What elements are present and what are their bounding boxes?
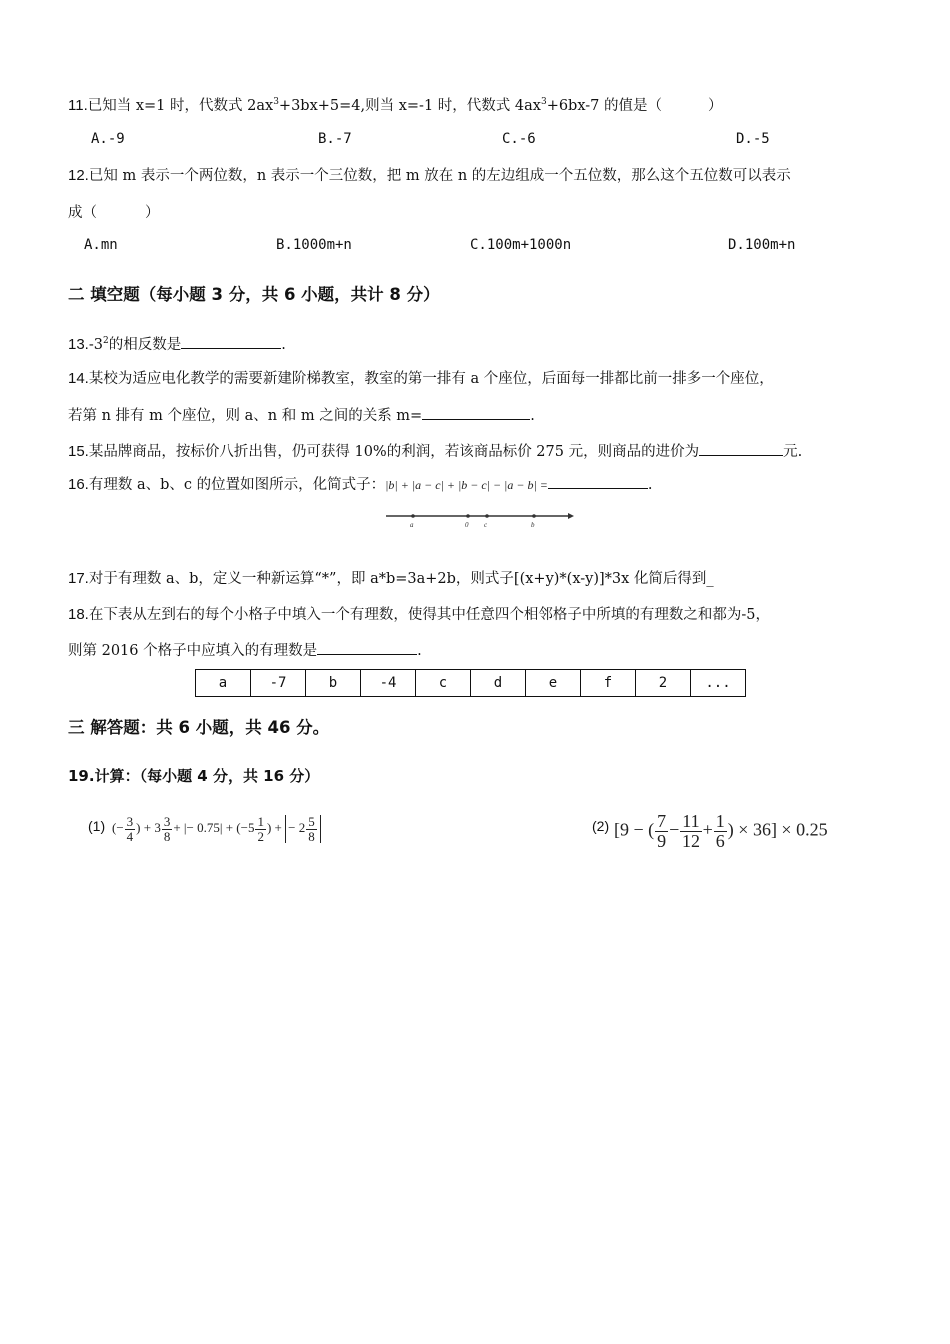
- sequence-table: [195, 669, 746, 697]
- question-14: [68, 367, 774, 388]
- question-text: +6bx-7 的值是（: [546, 98, 663, 114]
- question-number: 12.: [68, 167, 89, 184]
- numerator: 11: [682, 811, 700, 831]
- question-text: 某校为适应电化教学的需要新建阶梯教室，教室的第一排有 a 个座位，后面每一排都比前一排多一个座位，: [88, 371, 774, 387]
- table-cell: d: [471, 670, 526, 697]
- fraction: [162, 815, 173, 843]
- question-16: [68, 473, 652, 494]
- point-0: [466, 514, 470, 518]
- exponent: 3: [273, 97, 279, 107]
- exponent: 2: [102, 336, 109, 346]
- table-cell: e: [526, 670, 581, 697]
- answer-blank[interactable]: [422, 405, 530, 420]
- question-number: 14.: [68, 370, 89, 387]
- question-number: 15.: [68, 443, 89, 460]
- question-15: [68, 440, 802, 461]
- answer-blank[interactable]: [181, 334, 281, 349]
- question-19-title: 19.计算：（每小题 4 分，共 16 分）: [68, 767, 320, 785]
- question-14-line2: [68, 404, 535, 425]
- table-cell: b: [306, 670, 361, 697]
- fraction: [306, 815, 317, 843]
- table-cell: c: [416, 670, 471, 697]
- question-12: [68, 164, 791, 185]
- question-number: 11.: [68, 97, 88, 114]
- table-cell: a: [196, 670, 251, 697]
- fraction: [255, 815, 266, 843]
- point-c: [485, 514, 489, 518]
- question-text: 有理数 a、b、c 的位置如图所示，化简式子：: [88, 477, 386, 493]
- answer-blank[interactable]: [317, 640, 417, 655]
- option-c: C.100m+1000n: [470, 237, 572, 253]
- denominator: 4: [126, 828, 134, 844]
- question-text: 若第 n 排有 m 个座位，则 a、n 和 m 之间的关系 m=: [68, 408, 423, 424]
- question-11: [68, 94, 723, 115]
- math-text: ) +: [266, 820, 286, 836]
- numerator: 3: [163, 814, 171, 829]
- question-18-line2: [68, 639, 422, 660]
- denominator: 12: [681, 830, 700, 851]
- math-text: +: [702, 819, 713, 840]
- question-text: +3bx+5=4,则当 x=-1 时，代数式 4ax: [278, 98, 541, 114]
- denominator: 9: [657, 830, 667, 851]
- question-number: 17.: [68, 570, 89, 587]
- expression-part-1: [112, 815, 321, 843]
- table-cell: -7: [251, 670, 306, 697]
- numerator: 1: [715, 811, 725, 831]
- numerator: 3: [126, 814, 134, 829]
- fraction: [714, 812, 727, 851]
- question-text: 成（: [68, 205, 97, 221]
- option-b: B.-7: [318, 131, 352, 147]
- section-heading: 三 解答题：共 6 小题，共 46 分。: [68, 718, 330, 737]
- absolute-value: [285, 815, 321, 843]
- table-cell: -4: [361, 670, 416, 697]
- fraction: [655, 812, 668, 851]
- point-a: [411, 514, 415, 518]
- denominator: 8: [308, 828, 315, 844]
- answer-blank[interactable]: [699, 441, 783, 456]
- part-2-label: (2): [592, 818, 610, 834]
- part-1-label: (1): [88, 818, 106, 834]
- punctuation: .: [530, 408, 535, 424]
- numerator: 5: [308, 814, 315, 829]
- table-cell: ...: [691, 670, 746, 697]
- label-c: c: [484, 521, 488, 529]
- numerator: 1: [257, 814, 264, 829]
- question-18: [68, 603, 770, 624]
- unit-text: 元.: [783, 444, 803, 460]
- label-0: 0: [465, 521, 469, 529]
- math-text: − 2: [288, 820, 306, 836]
- math-expression: |b| + |a − c| + |b − c| − |a − b| =: [385, 478, 548, 492]
- option-a: A.-9: [91, 131, 125, 147]
- punctuation: .: [647, 477, 653, 493]
- math-text: (−: [112, 820, 124, 836]
- question-13: [68, 333, 286, 354]
- number-line-figure: [380, 507, 580, 531]
- point-b: [532, 514, 536, 518]
- punctuation: .: [281, 337, 286, 353]
- question-text: 对于有理数 a、b，定义一种新运算“*”，即 a*b=3a+2b，则式子[(x+y)*(x-y)]*3x 化简后得到_: [88, 571, 714, 587]
- question-text: 某品牌商品，按标价八折出售，仍可获得 10%的利润，若该商品标价 275 元，则商品的进价为: [88, 444, 700, 460]
- math-text: + |− 0.75| + (−5: [173, 820, 255, 836]
- answer-blank[interactable]: [548, 474, 648, 489]
- table-row: [196, 670, 746, 697]
- axis-arrow-icon: [568, 513, 574, 519]
- question-17: [68, 567, 714, 588]
- option-d: D.100m+n: [728, 237, 796, 253]
- question-text: 在下表从左到右的每个小格子中填入一个有理数，使得其中任意四个相邻格子中所填的有理数之和都为-5，: [88, 607, 770, 623]
- math-text: [9 − (: [614, 819, 655, 840]
- option-a: A.mn: [84, 237, 118, 253]
- label-b: b: [531, 521, 535, 529]
- option-c: C.-6: [502, 131, 536, 147]
- label-a: a: [410, 521, 414, 529]
- question-text: 已知当 x=1 时，代数式 2ax: [87, 98, 274, 114]
- question-number: 18.: [68, 606, 89, 623]
- exponent: 3: [540, 97, 547, 107]
- question-12-line2: [68, 201, 160, 222]
- math-text: ) + 3: [136, 820, 161, 836]
- question-text: -3: [88, 337, 103, 353]
- math-text: ) × 36] × 0.25: [727, 819, 828, 840]
- denominator: 8: [163, 828, 171, 844]
- bracket-close: ）: [145, 205, 160, 221]
- table-cell: f: [581, 670, 636, 697]
- question-text: 的相反数是: [108, 337, 182, 353]
- table-cell: 2: [636, 670, 691, 697]
- denominator: 6: [715, 830, 725, 851]
- question-text: 则第 2016 个格子中应填入的有理数是: [68, 643, 318, 659]
- fraction: [680, 812, 701, 851]
- math-text: −: [669, 819, 680, 840]
- denominator: 2: [257, 828, 264, 844]
- expression-part-2: [614, 812, 828, 851]
- punctuation: .: [417, 643, 422, 659]
- bracket-close: ）: [708, 98, 723, 114]
- section-heading: 二 填空题（每小题 3 分，共 6 小题，共计 8 分）: [68, 285, 440, 304]
- question-number: 13.: [68, 336, 89, 353]
- option-b: B.1000m+n: [276, 237, 352, 253]
- question-number: 16.: [68, 476, 89, 493]
- numerator: 7: [657, 811, 667, 831]
- option-d: D.-5: [736, 131, 770, 147]
- question-text: 已知 m 表示一个两位数，n 表示一个三位数，把 m 放在 n 的左边组成一个五位数，那么这个五位数可以表示: [88, 168, 791, 184]
- fraction: [125, 815, 136, 843]
